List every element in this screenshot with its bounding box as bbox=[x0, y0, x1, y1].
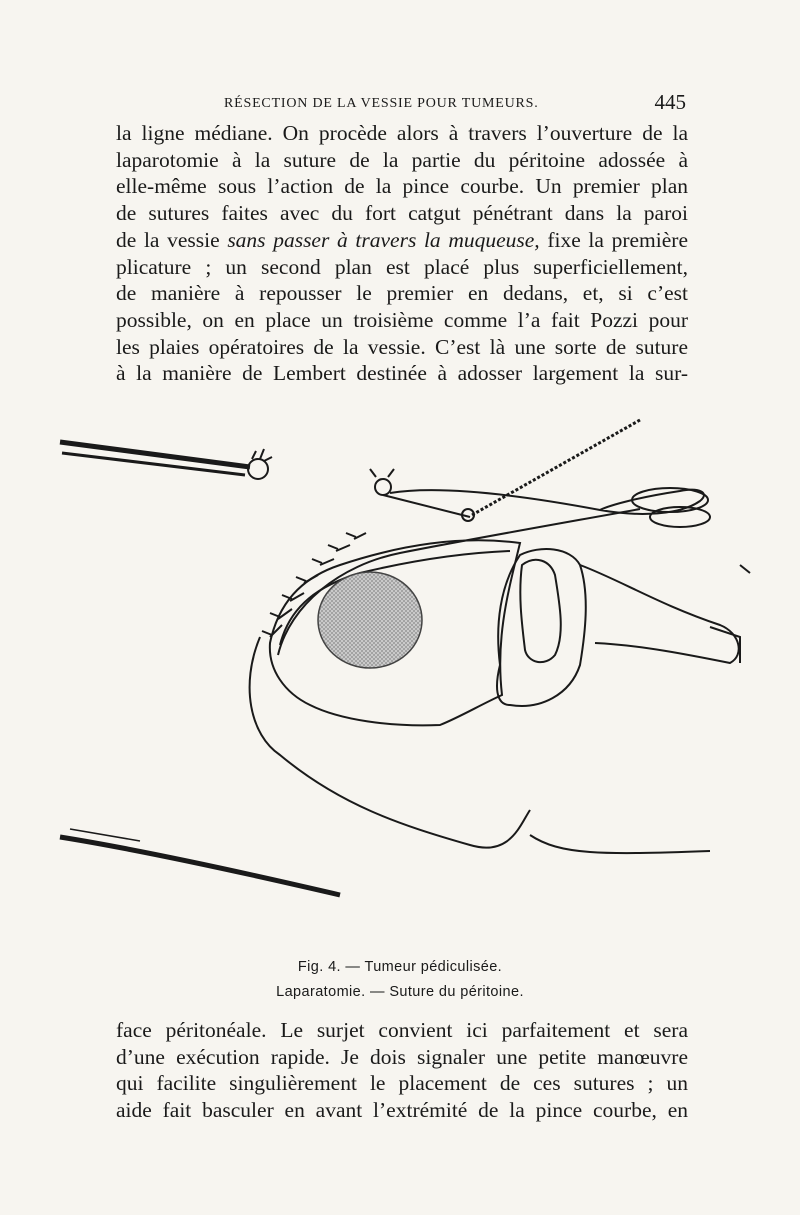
text-line: de sutures faites avec du fort catgut pénétrant dans la paroi bbox=[116, 201, 688, 226]
penis-outline bbox=[580, 565, 739, 663]
figure-caption-line1: Fig. 4. — Tumeur pédiculisée. bbox=[297, 959, 503, 975]
page-header bbox=[116, 90, 686, 116]
italic-phrase: sans passer à travers la muqueuse, bbox=[227, 227, 540, 252]
text-line: laparotomie à la suture de la partie du péritoine adossée à bbox=[116, 147, 688, 172]
text-line: d’une exécution rapide. Je dois signaler une petite manœuvre bbox=[116, 1044, 688, 1069]
text-line: face péritonéale. Le surjet convient ici parfaitement et sera bbox=[116, 1018, 688, 1042]
peritoneum-outline bbox=[250, 637, 530, 848]
page-number: 445 bbox=[654, 90, 686, 114]
suture-thread bbox=[472, 420, 640, 515]
text-line: possible, on en place un troisième comme l’a fait Pozzi pour bbox=[116, 307, 688, 332]
tumor-pedunculated bbox=[318, 572, 422, 668]
text-line: de manière à repousser le premier en dedans, et, si c’est bbox=[116, 281, 688, 306]
text-line: aide fait basculer en avant l’extrémité de la pince courbe, en bbox=[116, 1098, 688, 1123]
text-line: les plaies opératoires de la vessie. C’est là une sorte de suture bbox=[116, 334, 688, 359]
text-line: la ligne médiane. On procède alors à travers l’ouverture de la bbox=[116, 121, 688, 145]
figure-caption-line2: Laparatomie. — Suture du péritoine. bbox=[276, 984, 524, 1000]
running-head: RÉSECTION DE LA VESSIE POUR TUMEURS. bbox=[224, 96, 539, 111]
ring-left bbox=[248, 459, 268, 479]
text-line: elle-même sous l’action de la pince courbe. Un premier plan bbox=[116, 174, 688, 199]
text-fragment: de la vessie bbox=[116, 227, 220, 252]
surgical-illustration bbox=[40, 405, 770, 950]
rectum-outline bbox=[497, 549, 586, 706]
text-line: plicature ; un second plan est placé plus superficiellement, bbox=[116, 254, 688, 279]
text-line-with-italic bbox=[116, 227, 688, 254]
text-line: qui facilite singulièrement le placement de ces sutures ; un bbox=[116, 1071, 688, 1096]
text-fragment: fixe la première bbox=[547, 227, 688, 252]
text-line: à la manière de Lembert destinée à adosser largement la sur- bbox=[116, 361, 688, 386]
bottom-paragraph bbox=[116, 1017, 688, 1124]
forceps-bottom bbox=[60, 837, 340, 895]
ring-right bbox=[375, 479, 391, 495]
top-paragraph bbox=[116, 120, 688, 387]
